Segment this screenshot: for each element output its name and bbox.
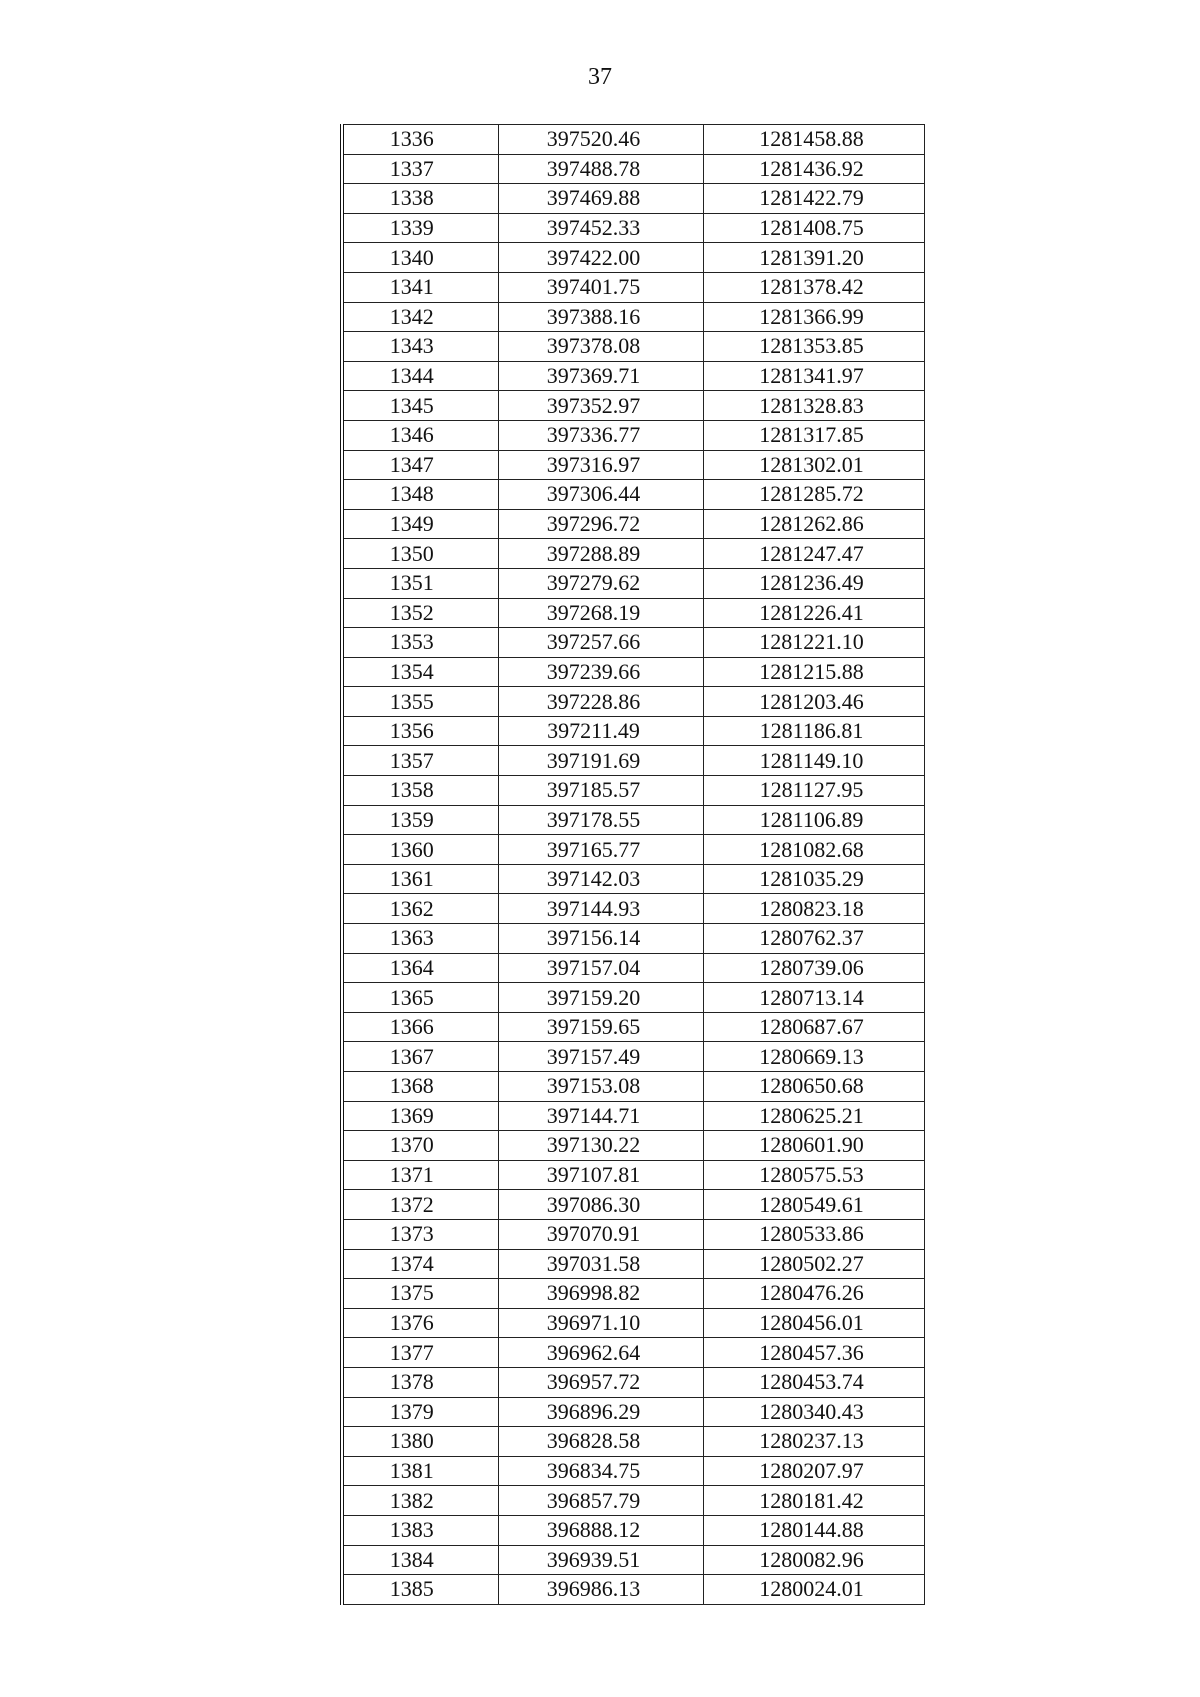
y-coordinate-cell: 1280687.67 <box>703 1012 924 1042</box>
point-number-cell: 1376 <box>342 1308 498 1338</box>
y-coordinate-cell: 1280533.86 <box>703 1219 924 1249</box>
point-number-cell: 1379 <box>342 1397 498 1427</box>
x-coordinate-cell: 397191.69 <box>498 746 703 776</box>
x-coordinate-cell: 397070.91 <box>498 1219 703 1249</box>
point-number-cell: 1363 <box>342 924 498 954</box>
point-number-cell: 1374 <box>342 1249 498 1279</box>
table-row <box>342 480 924 510</box>
x-coordinate-cell: 397185.57 <box>498 776 703 806</box>
y-coordinate-cell: 1281378.42 <box>703 272 924 302</box>
table-row <box>342 1131 924 1161</box>
y-coordinate-cell: 1280082.96 <box>703 1545 924 1575</box>
x-coordinate-cell: 396962.64 <box>498 1338 703 1368</box>
y-coordinate-cell: 1281328.83 <box>703 391 924 421</box>
y-coordinate-cell: 1281106.89 <box>703 805 924 835</box>
y-coordinate-cell: 1281262.86 <box>703 509 924 539</box>
y-coordinate-cell: 1281436.92 <box>703 154 924 184</box>
x-coordinate-cell: 397336.77 <box>498 420 703 450</box>
point-number-cell: 1359 <box>342 805 498 835</box>
table-row <box>342 1219 924 1249</box>
table-row <box>342 1308 924 1338</box>
point-number-cell: 1356 <box>342 716 498 746</box>
table-row <box>342 450 924 480</box>
table-row <box>342 184 924 214</box>
point-number-cell: 1378 <box>342 1367 498 1397</box>
y-coordinate-cell: 1281035.29 <box>703 864 924 894</box>
point-number-cell: 1382 <box>342 1486 498 1516</box>
table-row <box>342 716 924 746</box>
x-coordinate-cell: 397153.08 <box>498 1072 703 1102</box>
x-coordinate-cell: 397178.55 <box>498 805 703 835</box>
y-coordinate-cell: 1280713.14 <box>703 983 924 1013</box>
table-row <box>342 983 924 1013</box>
table-row <box>342 1515 924 1545</box>
x-coordinate-cell: 397388.16 <box>498 302 703 332</box>
x-coordinate-cell: 397142.03 <box>498 864 703 894</box>
table-row <box>342 361 924 391</box>
x-coordinate-cell: 397157.04 <box>498 953 703 983</box>
x-coordinate-cell: 397378.08 <box>498 332 703 362</box>
y-coordinate-cell: 1281226.41 <box>703 598 924 628</box>
x-coordinate-cell: 397228.86 <box>498 687 703 717</box>
point-number-cell: 1384 <box>342 1545 498 1575</box>
x-coordinate-cell: 397257.66 <box>498 628 703 658</box>
table-row <box>342 835 924 865</box>
table-row <box>342 539 924 569</box>
table-row <box>342 1160 924 1190</box>
x-coordinate-cell: 397469.88 <box>498 184 703 214</box>
point-number-cell: 1343 <box>342 332 498 362</box>
x-coordinate-cell: 396834.75 <box>498 1456 703 1486</box>
x-coordinate-cell: 396971.10 <box>498 1308 703 1338</box>
y-coordinate-cell: 1280823.18 <box>703 894 924 924</box>
point-number-cell: 1340 <box>342 243 498 273</box>
x-coordinate-cell: 397369.71 <box>498 361 703 391</box>
y-coordinate-cell: 1281149.10 <box>703 746 924 776</box>
x-coordinate-cell: 397157.49 <box>498 1042 703 1072</box>
table-row <box>342 1367 924 1397</box>
x-coordinate-cell: 397279.62 <box>498 568 703 598</box>
x-coordinate-cell: 396857.79 <box>498 1486 703 1516</box>
y-coordinate-cell: 1281203.46 <box>703 687 924 717</box>
x-coordinate-cell: 397288.89 <box>498 539 703 569</box>
table-row <box>342 628 924 658</box>
y-coordinate-cell: 1280476.26 <box>703 1279 924 1309</box>
table-row <box>342 125 924 155</box>
table-row <box>342 746 924 776</box>
x-coordinate-cell: 396888.12 <box>498 1515 703 1545</box>
table-row <box>342 1397 924 1427</box>
table-row <box>342 1279 924 1309</box>
point-number-cell: 1380 <box>342 1427 498 1457</box>
y-coordinate-cell: 1281341.97 <box>703 361 924 391</box>
x-coordinate-cell: 397422.00 <box>498 243 703 273</box>
y-coordinate-cell: 1280762.37 <box>703 924 924 954</box>
y-coordinate-cell: 1280024.01 <box>703 1575 924 1605</box>
table-row <box>342 657 924 687</box>
x-coordinate-cell: 397352.97 <box>498 391 703 421</box>
y-coordinate-cell: 1281408.75 <box>703 213 924 243</box>
x-coordinate-cell: 397130.22 <box>498 1131 703 1161</box>
point-number-cell: 1358 <box>342 776 498 806</box>
x-coordinate-cell: 397031.58 <box>498 1249 703 1279</box>
y-coordinate-cell: 1281285.72 <box>703 480 924 510</box>
y-coordinate-cell: 1281215.88 <box>703 657 924 687</box>
point-number-cell: 1355 <box>342 687 498 717</box>
point-number-cell: 1362 <box>342 894 498 924</box>
point-number-cell: 1385 <box>342 1575 498 1605</box>
y-coordinate-cell: 1280601.90 <box>703 1131 924 1161</box>
point-number-cell: 1357 <box>342 746 498 776</box>
point-number-cell: 1353 <box>342 628 498 658</box>
coordinate-table <box>340 124 925 1605</box>
y-coordinate-cell: 1281127.95 <box>703 776 924 806</box>
point-number-cell: 1352 <box>342 598 498 628</box>
table-row <box>342 1486 924 1516</box>
y-coordinate-cell: 1280739.06 <box>703 953 924 983</box>
table-row <box>342 391 924 421</box>
x-coordinate-cell: 396986.13 <box>498 1575 703 1605</box>
y-coordinate-cell: 1280502.27 <box>703 1249 924 1279</box>
table-row <box>342 243 924 273</box>
y-coordinate-cell: 1281247.47 <box>703 539 924 569</box>
table-row <box>342 1338 924 1368</box>
x-coordinate-cell: 397144.71 <box>498 1101 703 1131</box>
x-coordinate-cell: 397296.72 <box>498 509 703 539</box>
table-row <box>342 1249 924 1279</box>
x-coordinate-cell: 397520.46 <box>498 125 703 155</box>
x-coordinate-cell: 397268.19 <box>498 598 703 628</box>
x-coordinate-cell: 397159.20 <box>498 983 703 1013</box>
table-row <box>342 598 924 628</box>
y-coordinate-cell: 1281353.85 <box>703 332 924 362</box>
y-coordinate-cell: 1281236.49 <box>703 568 924 598</box>
table-row <box>342 1427 924 1457</box>
y-coordinate-cell: 1280456.01 <box>703 1308 924 1338</box>
y-coordinate-cell: 1281422.79 <box>703 184 924 214</box>
y-coordinate-cell: 1281458.88 <box>703 125 924 155</box>
x-coordinate-cell: 397452.33 <box>498 213 703 243</box>
y-coordinate-cell: 1281366.99 <box>703 302 924 332</box>
table-row <box>342 776 924 806</box>
y-coordinate-cell: 1280453.74 <box>703 1367 924 1397</box>
x-coordinate-cell: 397239.66 <box>498 657 703 687</box>
x-coordinate-cell: 396896.29 <box>498 1397 703 1427</box>
table-row <box>342 894 924 924</box>
table-row <box>342 864 924 894</box>
y-coordinate-cell: 1280457.36 <box>703 1338 924 1368</box>
point-number-cell: 1339 <box>342 213 498 243</box>
x-coordinate-cell: 397488.78 <box>498 154 703 184</box>
point-number-cell: 1365 <box>342 983 498 1013</box>
point-number-cell: 1348 <box>342 480 498 510</box>
table-row <box>342 805 924 835</box>
y-coordinate-cell: 1280237.13 <box>703 1427 924 1457</box>
point-number-cell: 1366 <box>342 1012 498 1042</box>
table-row <box>342 213 924 243</box>
x-coordinate-cell: 397159.65 <box>498 1012 703 1042</box>
point-number-cell: 1372 <box>342 1190 498 1220</box>
point-number-cell: 1371 <box>342 1160 498 1190</box>
point-number-cell: 1370 <box>342 1131 498 1161</box>
y-coordinate-cell: 1280340.43 <box>703 1397 924 1427</box>
x-coordinate-cell: 396828.58 <box>498 1427 703 1457</box>
table-row <box>342 1456 924 1486</box>
table-row <box>342 1042 924 1072</box>
y-coordinate-cell: 1281082.68 <box>703 835 924 865</box>
point-number-cell: 1381 <box>342 1456 498 1486</box>
table-row <box>342 568 924 598</box>
y-coordinate-cell: 1280650.68 <box>703 1072 924 1102</box>
point-number-cell: 1377 <box>342 1338 498 1368</box>
y-coordinate-cell: 1280144.88 <box>703 1515 924 1545</box>
y-coordinate-cell: 1281391.20 <box>703 243 924 273</box>
table-row <box>342 1190 924 1220</box>
point-number-cell: 1344 <box>342 361 498 391</box>
y-coordinate-cell: 1280207.97 <box>703 1456 924 1486</box>
table-row <box>342 1101 924 1131</box>
table-row <box>342 154 924 184</box>
page-number: 37 <box>588 64 612 90</box>
x-coordinate-cell: 396939.51 <box>498 1545 703 1575</box>
y-coordinate-cell: 1280575.53 <box>703 1160 924 1190</box>
table-row <box>342 332 924 362</box>
x-coordinate-cell: 397211.49 <box>498 716 703 746</box>
x-coordinate-cell: 396998.82 <box>498 1279 703 1309</box>
point-number-cell: 1375 <box>342 1279 498 1309</box>
table-row <box>342 509 924 539</box>
point-number-cell: 1351 <box>342 568 498 598</box>
point-number-cell: 1369 <box>342 1101 498 1131</box>
point-number-cell: 1373 <box>342 1219 498 1249</box>
x-coordinate-cell: 397165.77 <box>498 835 703 865</box>
point-number-cell: 1349 <box>342 509 498 539</box>
x-coordinate-cell: 397401.75 <box>498 272 703 302</box>
x-coordinate-cell: 397144.93 <box>498 894 703 924</box>
table-row <box>342 420 924 450</box>
point-number-cell: 1347 <box>342 450 498 480</box>
y-coordinate-cell: 1281221.10 <box>703 628 924 658</box>
y-coordinate-cell: 1280625.21 <box>703 1101 924 1131</box>
x-coordinate-cell: 397156.14 <box>498 924 703 954</box>
point-number-cell: 1367 <box>342 1042 498 1072</box>
point-number-cell: 1336 <box>342 125 498 155</box>
table-row <box>342 1575 924 1605</box>
point-number-cell: 1368 <box>342 1072 498 1102</box>
y-coordinate-cell: 1280549.61 <box>703 1190 924 1220</box>
y-coordinate-cell: 1281302.01 <box>703 450 924 480</box>
point-number-cell: 1354 <box>342 657 498 687</box>
point-number-cell: 1342 <box>342 302 498 332</box>
point-number-cell: 1383 <box>342 1515 498 1545</box>
table-row <box>342 924 924 954</box>
table-row <box>342 1012 924 1042</box>
table-row <box>342 302 924 332</box>
table-row <box>342 953 924 983</box>
point-number-cell: 1338 <box>342 184 498 214</box>
x-coordinate-cell: 397086.30 <box>498 1190 703 1220</box>
x-coordinate-cell: 396957.72 <box>498 1367 703 1397</box>
point-number-cell: 1337 <box>342 154 498 184</box>
point-number-cell: 1346 <box>342 420 498 450</box>
x-coordinate-cell: 397107.81 <box>498 1160 703 1190</box>
table-row <box>342 1072 924 1102</box>
point-number-cell: 1361 <box>342 864 498 894</box>
x-coordinate-cell: 397306.44 <box>498 480 703 510</box>
y-coordinate-cell: 1281317.85 <box>703 420 924 450</box>
y-coordinate-cell: 1280669.13 <box>703 1042 924 1072</box>
point-number-cell: 1345 <box>342 391 498 421</box>
point-number-cell: 1350 <box>342 539 498 569</box>
table-row <box>342 272 924 302</box>
y-coordinate-cell: 1281186.81 <box>703 716 924 746</box>
x-coordinate-cell: 397316.97 <box>498 450 703 480</box>
coordinate-table-body <box>342 125 924 1605</box>
point-number-cell: 1360 <box>342 835 498 865</box>
table-row <box>342 1545 924 1575</box>
table-row <box>342 687 924 717</box>
point-number-cell: 1341 <box>342 272 498 302</box>
point-number-cell: 1364 <box>342 953 498 983</box>
y-coordinate-cell: 1280181.42 <box>703 1486 924 1516</box>
